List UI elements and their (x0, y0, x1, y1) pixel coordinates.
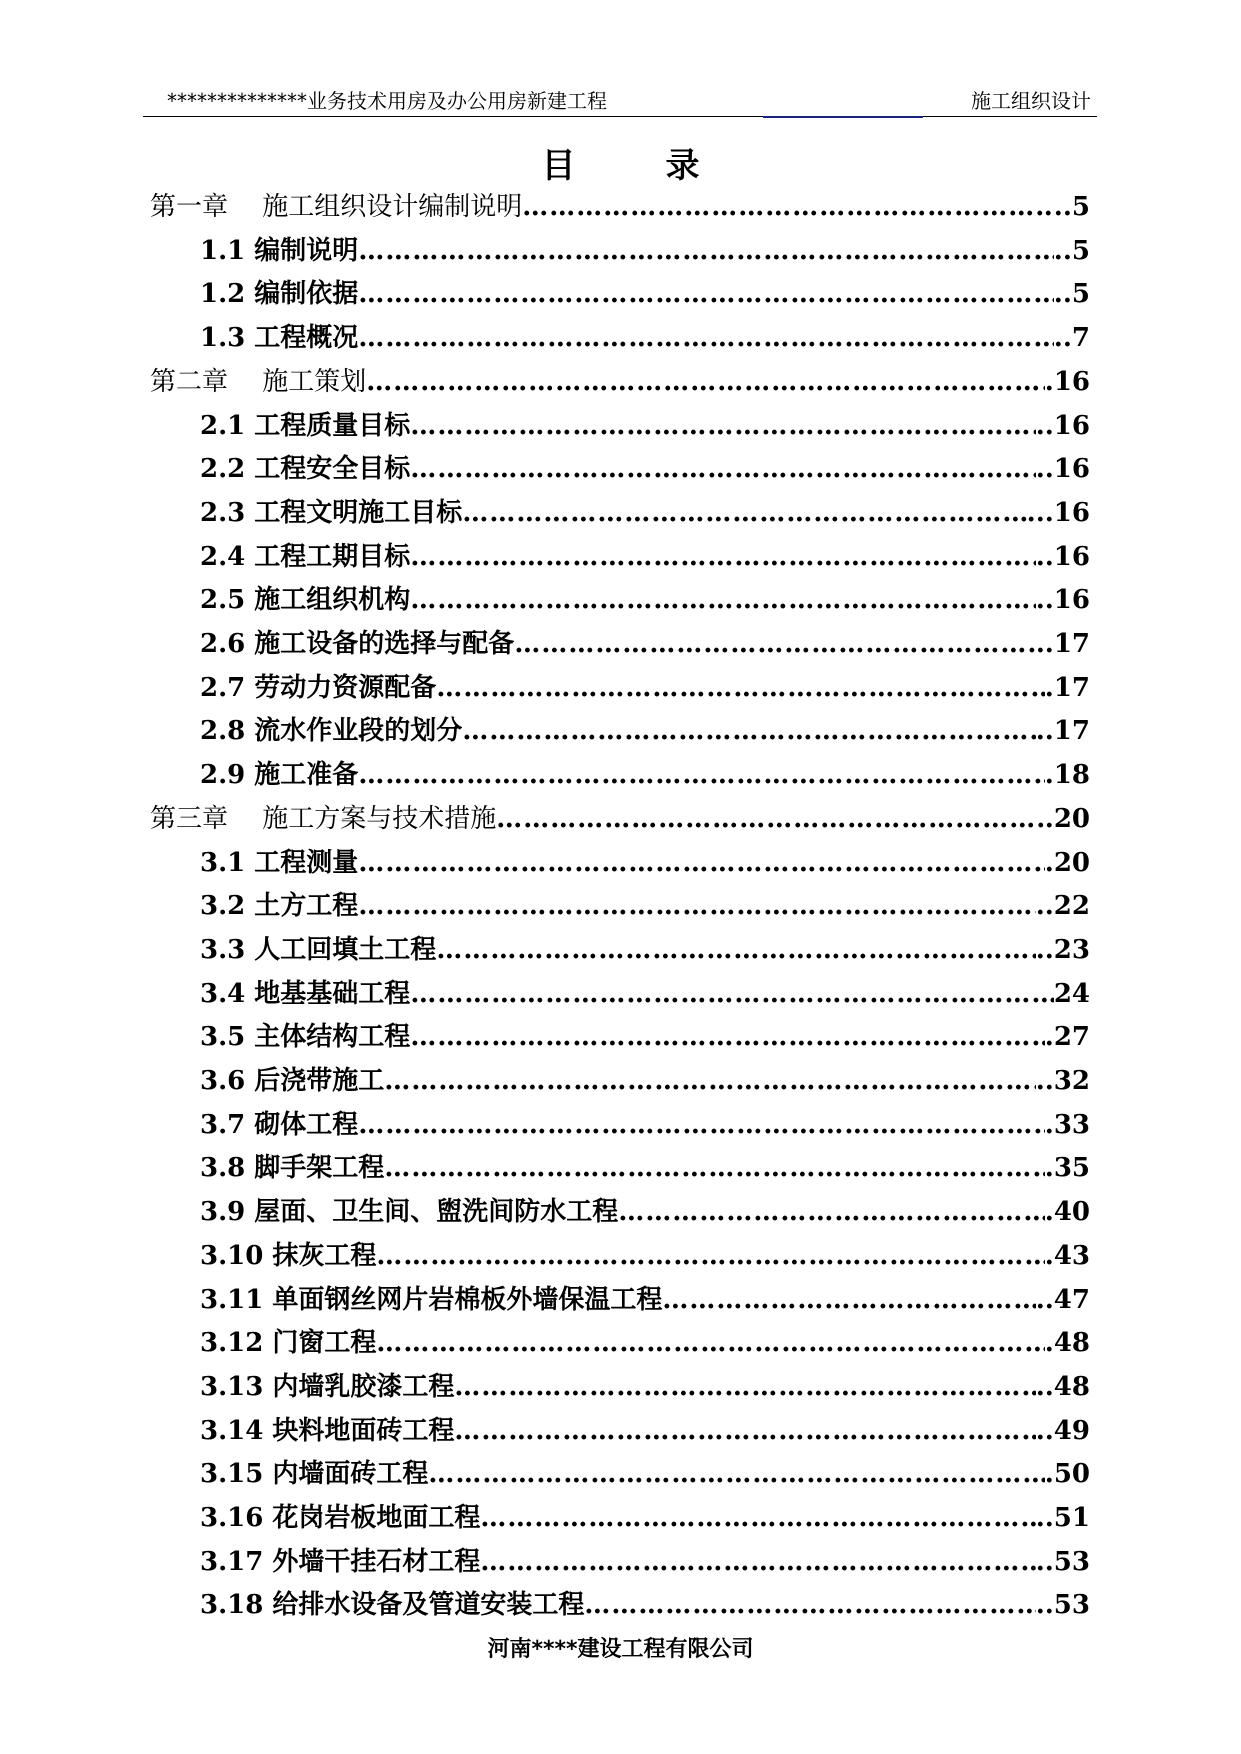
toc-entry-number: 3.15 (200, 1459, 264, 1490)
toc-page-number: ..49 (1035, 1415, 1090, 1446)
toc-leader-dots (662, 1283, 1035, 1317)
toc-entry[interactable] (200, 1501, 1090, 1535)
toc-page-number: ..51 (1035, 1503, 1090, 1533)
toc-entry-number: 3.3 (200, 934, 246, 965)
toc-leader-dots (384, 1064, 1035, 1098)
toc-leader-dots (496, 802, 1044, 836)
toc-entry[interactable] (200, 277, 1090, 311)
toc-page-number: .17 (1044, 672, 1090, 703)
toc-page-number: .43 (1044, 1240, 1090, 1271)
toc-entry[interactable] (150, 802, 1090, 836)
toc-entry-number: 2.1 (200, 410, 246, 441)
header-project-name: **************业务技术用房及办公用房新建工程 (167, 89, 607, 113)
toc-entry-number: 第三章 (150, 803, 229, 834)
toc-page-number: ..5 (1053, 192, 1090, 222)
toc-entry[interactable] (200, 714, 1090, 748)
toc-leader-dots (480, 1545, 1035, 1579)
toc-page-number: ..16 (1035, 454, 1090, 485)
toc-entry-title: 工程测量 (254, 847, 359, 878)
header-accent-line (763, 116, 923, 118)
toc-entry[interactable] (200, 409, 1090, 443)
toc-leader-dots (410, 452, 1035, 486)
toc-entry-number: 2.3 (200, 497, 246, 528)
toc-leader-dots (358, 277, 1053, 311)
toc-page-number: .50 (1044, 1459, 1090, 1490)
toc-page-number: .48 (1044, 1328, 1090, 1359)
toc-page-number: .18 (1044, 760, 1090, 791)
toc-entry-number: 3.18 (200, 1590, 264, 1621)
toc-leader-dots (454, 1370, 1035, 1404)
toc-leader-dots (376, 1239, 1044, 1273)
toc-entry[interactable] (200, 234, 1090, 268)
toc-leader-dots (462, 714, 1035, 748)
toc-entry-number: 2.5 (200, 585, 246, 616)
toc-entry-number: 3.9 (200, 1197, 246, 1228)
toc-page-number: ..16 (1035, 410, 1090, 441)
toc-page-number: ..5 (1053, 235, 1090, 266)
toc-entry[interactable] (200, 977, 1090, 1011)
toc-entry[interactable] (200, 627, 1090, 661)
toc-entry-title: 土方工程 (254, 891, 359, 922)
toc-entry-title: 施工方案与技术措施 (262, 803, 497, 834)
toc-leader-dots (428, 1457, 1044, 1491)
toc-entry-number: 3.12 (200, 1328, 264, 1359)
toc-page-number: .17 (1044, 629, 1090, 659)
toc-page-number: .40 (1044, 1197, 1090, 1228)
toc-entry-number: 1.1 (200, 235, 246, 266)
toc-entry-number: 3.1 (200, 847, 246, 878)
toc-entry[interactable] (200, 1108, 1090, 1142)
toc-entry[interactable] (200, 1283, 1090, 1317)
toc-entry-title: 编制说明 (254, 235, 359, 266)
toc-entry-number: 3.16 (200, 1503, 264, 1533)
toc-leader-dots (410, 409, 1035, 443)
toc-entry-title: 施工组织设计编制说明 (262, 192, 523, 222)
toc-leader-dots (366, 365, 1044, 399)
header-doc-type: 施工组织设计 (971, 89, 1091, 113)
toc-entry[interactable] (200, 1370, 1090, 1404)
toc-leader-dots (410, 540, 1035, 574)
toc-entry[interactable] (200, 1195, 1090, 1229)
toc-entry-title: 单面钢丝网片岩棉板外墙保温工程 (272, 1284, 663, 1315)
toc-entry-title: 施工策划 (262, 366, 367, 397)
toc-entry[interactable] (200, 1020, 1090, 1054)
toc-page-number: .20 (1044, 803, 1090, 834)
toc-entry-number: 3.14 (200, 1415, 264, 1446)
toc-leader-dots (454, 1414, 1035, 1448)
toc-page-number: ..16 (1035, 585, 1090, 616)
toc-entry[interactable] (200, 1457, 1090, 1491)
toc-leader-dots (436, 671, 1044, 705)
toc-leader-dots (480, 1501, 1035, 1535)
toc-page-number: ..32 (1035, 1066, 1090, 1096)
toc-entry-number: 2.9 (200, 760, 246, 791)
toc-leader-dots (358, 1108, 1044, 1142)
toc-entry-number: 第一章 (150, 192, 229, 222)
toc-entry-title: 花岗岩板地面工程 (272, 1503, 481, 1533)
toc-entry-title: 地基基础工程 (254, 978, 411, 1009)
toc-leader-dots (384, 1151, 1044, 1185)
toc-entry-number: 3.13 (200, 1371, 264, 1402)
toc-entry-title: 工程安全目标 (254, 454, 411, 485)
toc-page-number: ..53 (1035, 1590, 1090, 1621)
toc-entry-number: 2.2 (200, 454, 246, 485)
company-footer: 河南****建设工程有限公司 (487, 1637, 754, 1662)
toc-entry-number: 3.17 (200, 1546, 264, 1577)
toc-page-number: ...16 (1026, 497, 1090, 528)
toc-entry-number: 2.4 (200, 541, 246, 572)
toc-page-number: ..17 (1035, 716, 1090, 747)
toc-entry[interactable] (200, 1239, 1090, 1273)
toc-entry[interactable] (200, 1064, 1090, 1098)
toc-entry[interactable] (200, 671, 1090, 705)
toc-leader-dots (462, 496, 1026, 530)
toc-entry[interactable] (200, 1588, 1090, 1622)
toc-entry[interactable] (200, 846, 1090, 880)
toc-entry-title: 工程工期目标 (254, 541, 411, 572)
toc-entry-number: 2.7 (200, 672, 246, 703)
toc-page-number: .16 (1044, 366, 1090, 397)
toc-leader-dots (358, 758, 1044, 792)
toc-leader-dots (358, 846, 1044, 880)
toc-entry-title: 内墙乳胶漆工程 (272, 1371, 455, 1402)
toc-entry-number: 3.8 (200, 1153, 246, 1184)
toc-entry-title: 施工准备 (254, 760, 359, 791)
toc-entry[interactable] (200, 889, 1090, 923)
toc-page-number: ..53 (1035, 1546, 1090, 1577)
toc-entry[interactable] (150, 365, 1090, 399)
toc-entry[interactable] (200, 758, 1090, 792)
page-header (143, 88, 1097, 117)
toc-leader-dots (410, 583, 1035, 617)
toc-entry[interactable] (200, 496, 1090, 530)
toc-entry-title: 砌体工程 (254, 1109, 359, 1140)
toc-leader-dots (584, 1588, 1035, 1622)
toc-entry[interactable] (200, 583, 1090, 617)
toc-entry[interactable] (200, 933, 1090, 967)
toc-entry-number: 3.7 (200, 1109, 246, 1140)
toc-title: 目录 (541, 146, 790, 186)
toc-entry-number: 3.4 (200, 978, 246, 1009)
toc-entry-number: 3.2 (200, 891, 246, 922)
toc-page-number: .27 (1044, 1022, 1090, 1053)
toc-entry-number: 2.8 (200, 716, 246, 747)
toc-page-number: ..5 (1053, 279, 1090, 310)
toc-leader-dots (410, 1020, 1044, 1054)
toc-entry[interactable] (200, 452, 1090, 486)
toc-entry[interactable] (200, 540, 1090, 574)
toc-page-number: 24 (1053, 978, 1090, 1009)
toc-leader-dots (514, 627, 1044, 661)
toc-page-number: ..23 (1035, 934, 1090, 965)
toc-page-number: ..22 (1035, 891, 1090, 922)
toc-entry-title: 抹灰工程 (272, 1240, 377, 1271)
toc-entry-title: 外墙干挂石材工程 (272, 1546, 481, 1577)
toc-entry[interactable] (200, 1326, 1090, 1360)
toc-entry-number: 3.11 (200, 1284, 264, 1315)
toc-entry-number: 1.3 (200, 323, 246, 354)
toc-page-number: .20 (1044, 847, 1090, 878)
toc-entry[interactable] (200, 1545, 1090, 1579)
toc-entry-title: 流水作业段的划分 (254, 716, 463, 747)
toc-entry-title: 脚手架工程 (254, 1153, 385, 1184)
toc-entry[interactable] (200, 1151, 1090, 1185)
toc-leader-dots (410, 977, 1054, 1011)
toc-page-number: ..48 (1035, 1371, 1090, 1402)
toc-entry-number: 3.10 (200, 1240, 264, 1271)
toc-page-number: ..47 (1035, 1284, 1090, 1315)
toc-leader-dots (618, 1195, 1044, 1229)
toc-page-number: ..7 (1053, 323, 1090, 354)
toc-entry-title: 主体结构工程 (254, 1022, 411, 1053)
toc-page-number: ..16 (1035, 541, 1090, 572)
toc-entry-number: 第二章 (150, 366, 229, 397)
toc-page-number: .33 (1044, 1109, 1090, 1140)
toc-entry-title: 内墙面砖工程 (272, 1459, 429, 1490)
toc-entry-title: 工程文明施工目标 (254, 497, 463, 528)
toc-entry-number: 3.5 (200, 1022, 246, 1053)
toc-entry-number: 1.2 (200, 279, 246, 310)
toc-entry[interactable] (200, 321, 1090, 355)
toc-leader-dots (358, 321, 1053, 355)
toc-entry-title: 给排水设备及管道安装工程 (272, 1590, 585, 1621)
toc-entry-title: 施工设备的选择与配备 (254, 629, 515, 659)
toc-entry[interactable] (200, 1414, 1090, 1448)
toc-leader-dots (358, 234, 1053, 268)
toc-page-number: .35 (1044, 1153, 1090, 1184)
toc-entry-title: 劳动力资源配备 (254, 672, 437, 703)
toc-entry-title: 编制依据 (254, 279, 359, 310)
toc-leader-dots (436, 933, 1035, 967)
toc-leader-dots (376, 1326, 1044, 1360)
toc-entry-title: 块料地面砖工程 (272, 1415, 455, 1446)
toc-leader-dots (522, 190, 1054, 224)
toc-entry-title: 屋面、卫生间、盥洗间防水工程 (254, 1197, 619, 1228)
toc-entry-title: 工程概况 (254, 323, 359, 354)
toc-entry[interactable] (150, 190, 1090, 224)
toc-entry-title: 后浇带施工 (254, 1066, 385, 1096)
toc-entry-title: 门窗工程 (272, 1328, 377, 1359)
toc-entry-title: 人工回填土工程 (254, 934, 437, 965)
toc-entry-number: 2.6 (200, 629, 246, 659)
toc-entry-title: 施工组织机构 (254, 585, 411, 616)
toc-entry-number: 3.6 (200, 1066, 246, 1096)
toc-entry-title: 工程质量目标 (254, 410, 411, 441)
toc-leader-dots (358, 889, 1035, 923)
